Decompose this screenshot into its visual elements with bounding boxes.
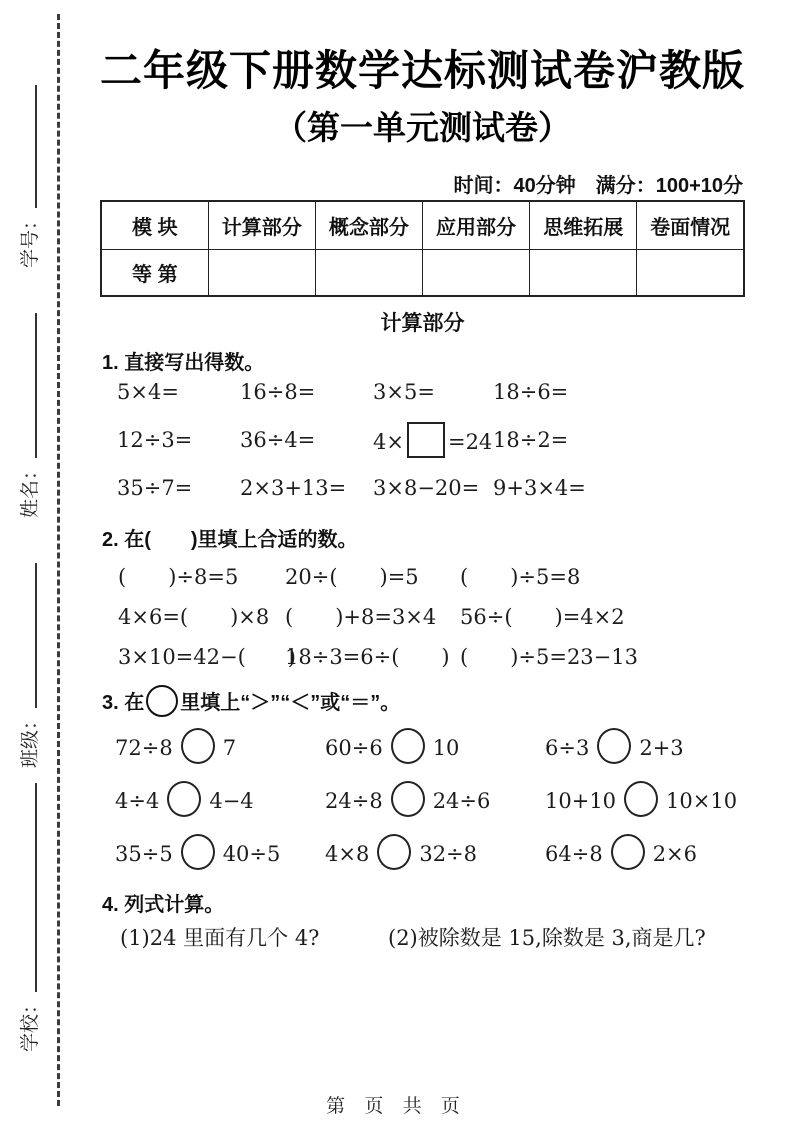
q2-row: [100, 641, 763, 671]
comparison-circle: [181, 834, 215, 870]
score-table-header-row: [101, 201, 744, 250]
q1-row: [100, 380, 762, 404]
class-label: 班级：: [20, 710, 41, 768]
grade-row-label: 等 第: [101, 250, 208, 297]
comparison-item: 35÷5 40÷5: [115, 834, 325, 870]
score-header-gainian: 概念部分: [315, 201, 422, 250]
math-expression: 35÷7=: [117, 476, 193, 500]
box-prefix: 4×: [373, 430, 404, 454]
score-table: [100, 200, 745, 297]
comparison-circle: [597, 728, 631, 764]
score-table-grade-row: [101, 250, 744, 297]
q3-row: [100, 834, 760, 870]
math-expression: ( )+8=3×4: [285, 605, 437, 629]
school-field: [16, 783, 42, 1052]
student-id-field: [16, 85, 42, 268]
comparison-item: 10+10 10×10: [545, 781, 760, 817]
q1-row: [100, 476, 762, 500]
fill-blank: [34, 85, 37, 208]
comparison-item: 6÷3 2+3: [545, 728, 760, 764]
math-expression: 20÷( )=5: [285, 565, 419, 589]
math-expression: 36÷4=: [240, 428, 316, 452]
comparison-circle: [611, 834, 645, 870]
math-expression-with-box: [373, 422, 493, 458]
math-expression: 56÷( )=4×2: [460, 605, 625, 629]
comparison-circle: [377, 834, 411, 870]
q1-heading: 1. 直接写出得数。: [102, 352, 265, 374]
q2-row: [100, 561, 763, 591]
comparison-item: 4×8 32÷8: [325, 834, 545, 870]
comparison-circle: [391, 781, 425, 817]
comparison-item: 4÷4 4−4: [115, 781, 325, 817]
math-expression: 12÷3=: [117, 428, 193, 452]
score-header-yingyong: 应用部分: [422, 201, 529, 250]
q3-row: [100, 728, 760, 764]
score-table-cell: [637, 250, 744, 297]
score-table-cell: [208, 250, 315, 297]
comparison-item: 24÷8 24÷6: [325, 781, 545, 817]
score-header-module: 模 块: [101, 201, 208, 250]
math-expression: 9+3×4=: [493, 476, 586, 500]
comparison-circle-icon: [146, 685, 178, 717]
word-problem: (1)24 里面有几个 4?: [120, 926, 320, 950]
q2-heading: 2. 在( )里填上合适的数。: [102, 529, 358, 551]
fill-blank: [34, 313, 37, 458]
comparison-circle: [624, 781, 658, 817]
page-subtitle: （第一单元测试卷）: [274, 109, 571, 146]
page-footer: 第 页 共 页: [326, 1096, 467, 1117]
math-expression: 5×4=: [117, 380, 179, 404]
q4-row: [100, 922, 765, 952]
q3-row: [100, 781, 760, 817]
math-expression: ( )÷5=23−13: [460, 645, 638, 669]
math-expression: 16÷8=: [240, 380, 316, 404]
math-expression: 18÷2=: [493, 428, 569, 452]
box-suffix: =24: [447, 430, 493, 454]
math-expression: 18÷3=6÷( ): [285, 645, 450, 669]
comparison-item: 64÷8 2×6: [545, 834, 760, 870]
section-title: 计算部分: [380, 312, 465, 335]
q4-heading: 4. 列式计算。: [102, 894, 225, 916]
word-problem: (2)被除数是 15,除数是 3,商是几?: [388, 926, 706, 950]
answer-box: [407, 422, 445, 458]
comparison-item: 60÷6 10: [325, 728, 545, 764]
score-table-cell: [315, 250, 422, 297]
math-expression: 3×10=42−( ): [118, 645, 296, 669]
exam-info: 时间：40分钟 满分：100+10分: [453, 175, 743, 197]
comparison-circle: [167, 781, 201, 817]
comparison-circle: [391, 728, 425, 764]
q3-heading: [102, 685, 400, 717]
math-expression: 3×5=: [373, 380, 435, 404]
q2-row: [100, 601, 763, 631]
student-name-field: [16, 313, 42, 518]
fill-blank: [34, 563, 37, 708]
comparison-item: 72÷8 7: [115, 728, 325, 764]
student-id-label: 学号：: [20, 210, 41, 268]
math-expression: 18÷6=: [493, 380, 569, 404]
page-title: 二年级下册数学达标测试卷沪教版: [100, 47, 746, 94]
score-header-juanmian: 卷面情况: [637, 201, 744, 250]
fill-blank: [34, 783, 37, 992]
math-expression: 3×8−20=: [373, 476, 480, 500]
student-name-label: 姓名：: [20, 460, 41, 518]
score-header-siwei: 思维拓展: [530, 201, 637, 250]
score-table-cell: [530, 250, 637, 297]
school-label: 学校：: [20, 994, 41, 1052]
math-expression: ( )÷8=5: [118, 565, 239, 589]
class-field: [16, 563, 42, 768]
q3-heading-suffix: 里填上“＞”“＜”或“＝”。: [180, 692, 401, 714]
score-header-jisuan: 计算部分: [208, 201, 315, 250]
math-expression: ( )÷5=8: [460, 565, 581, 589]
q3-heading-prefix: 3. 在: [102, 692, 145, 714]
math-expression: 4×6=( )×8: [118, 605, 270, 629]
score-table-cell: [422, 250, 529, 297]
paper-content: [100, 0, 745, 1122]
comparison-circle: [181, 728, 215, 764]
math-expression: 2×3+13=: [240, 476, 347, 500]
q1-row: [100, 422, 762, 458]
seal-dashed-line: [57, 14, 60, 1106]
